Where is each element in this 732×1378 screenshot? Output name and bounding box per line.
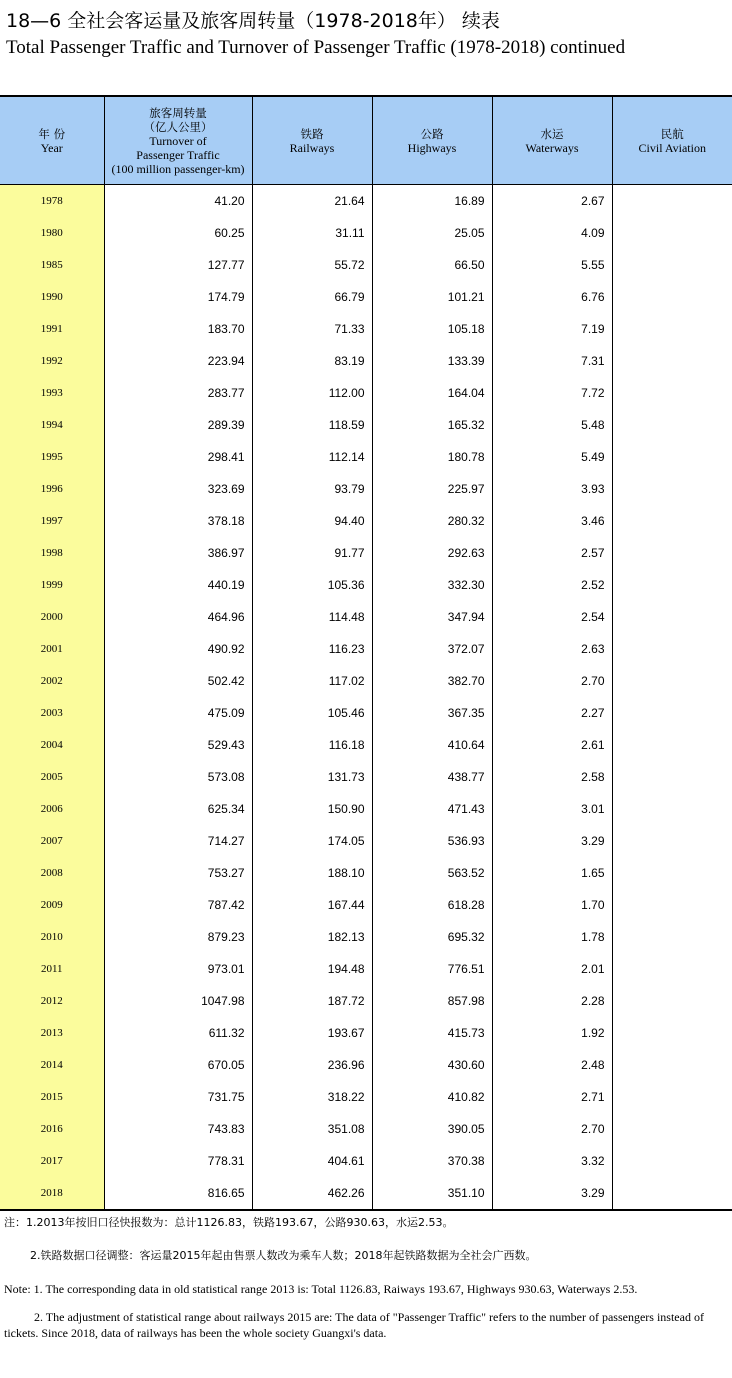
- cell-railways: 187.72: [252, 985, 372, 1017]
- cell-railways: 66.79: [252, 281, 372, 313]
- header-railways-cn: 铁路: [300, 126, 324, 141]
- cell-year: 1985: [0, 249, 104, 281]
- cell-railways: 112.14: [252, 441, 372, 473]
- cell-turnover: 778.31: [104, 1145, 252, 1177]
- cell-civil-aviation: [612, 633, 732, 665]
- page-title-cn: 18—6 全社会客运量及旅客周转量（1978-2018年） 续表: [6, 10, 500, 32]
- cell-railways: 94.40: [252, 505, 372, 537]
- cell-civil-aviation: [612, 249, 732, 281]
- cell-waterways: 2.57: [492, 537, 612, 569]
- table-row: [0, 1177, 732, 1210]
- cell-year: 2013: [0, 1017, 104, 1049]
- table-row: [0, 249, 732, 281]
- table-row: [0, 921, 732, 953]
- cell-highways: 430.60: [372, 1049, 492, 1081]
- cell-highways: 347.94: [372, 601, 492, 633]
- cell-turnover: 879.23: [104, 921, 252, 953]
- table-row: [0, 665, 732, 697]
- header-waterways-cn: 水运: [540, 126, 564, 141]
- cell-waterways: 2.48: [492, 1049, 612, 1081]
- cell-waterways: 3.46: [492, 505, 612, 537]
- cell-waterways: 4.09: [492, 217, 612, 249]
- cell-railways: 174.05: [252, 825, 372, 857]
- cell-waterways: 3.32: [492, 1145, 612, 1177]
- cell-year: 2012: [0, 985, 104, 1017]
- cell-highways: 66.50: [372, 249, 492, 281]
- header-year-cn: 年 份: [38, 126, 66, 141]
- table-body: [0, 185, 732, 1211]
- cell-railways: 167.44: [252, 889, 372, 921]
- cell-civil-aviation: [612, 409, 732, 441]
- cell-highways: 351.10: [372, 1177, 492, 1210]
- cell-turnover: 625.34: [104, 793, 252, 825]
- cell-waterways: 3.93: [492, 473, 612, 505]
- cell-turnover: 743.83: [104, 1113, 252, 1145]
- cell-civil-aviation: [612, 569, 732, 601]
- cell-year: 1990: [0, 281, 104, 313]
- cell-highways: 332.30: [372, 569, 492, 601]
- cell-highways: 415.73: [372, 1017, 492, 1049]
- cell-civil-aviation: [612, 281, 732, 313]
- cell-highways: 280.32: [372, 505, 492, 537]
- header-highways-en: Highways: [407, 140, 457, 155]
- cell-railways: 193.67: [252, 1017, 372, 1049]
- cell-highways: 471.43: [372, 793, 492, 825]
- cell-highways: 101.21: [372, 281, 492, 313]
- table-row: [0, 857, 732, 889]
- cell-turnover: 1047.98: [104, 985, 252, 1017]
- cell-turnover: 490.92: [104, 633, 252, 665]
- cell-civil-aviation: [612, 921, 732, 953]
- header-waterways: [492, 96, 612, 185]
- cell-highways: 164.04: [372, 377, 492, 409]
- cell-waterways: 3.29: [492, 1177, 612, 1210]
- cell-railways: 351.08: [252, 1113, 372, 1145]
- cell-year: 1998: [0, 537, 104, 569]
- note-en-1: Note: 1. The corresponding data in old statistical range 2013 is: Total 1126.83, Raiways 193.67, Highways 930.63, Waterways 2.53.: [4, 1282, 638, 1296]
- header-civil-aviation: [612, 96, 732, 185]
- cell-waterways: 2.70: [492, 1113, 612, 1145]
- cell-turnover: 41.20: [104, 185, 252, 218]
- cell-waterways: 3.29: [492, 825, 612, 857]
- cell-highways: 372.07: [372, 633, 492, 665]
- cell-turnover: 378.18: [104, 505, 252, 537]
- header-turnover-en-2: Passenger Traffic: [136, 147, 220, 162]
- cell-civil-aviation: [612, 345, 732, 377]
- cell-railways: 117.02: [252, 665, 372, 697]
- cell-year: 2000: [0, 601, 104, 633]
- cell-waterways: 2.28: [492, 985, 612, 1017]
- cell-year: 1993: [0, 377, 104, 409]
- cell-railways: 83.19: [252, 345, 372, 377]
- cell-highways: 225.97: [372, 473, 492, 505]
- table-row: [0, 345, 732, 377]
- cell-waterways: 2.54: [492, 601, 612, 633]
- cell-highways: 563.52: [372, 857, 492, 889]
- cell-turnover: 973.01: [104, 953, 252, 985]
- cell-railways: 105.36: [252, 569, 372, 601]
- table-row: [0, 601, 732, 633]
- cell-turnover: 731.75: [104, 1081, 252, 1113]
- cell-waterways: 6.76: [492, 281, 612, 313]
- cell-civil-aviation: [612, 1177, 732, 1210]
- cell-year: 1999: [0, 569, 104, 601]
- cell-civil-aviation: [612, 185, 732, 218]
- header-railways-en: Railways: [289, 140, 335, 155]
- cell-civil-aviation: [612, 697, 732, 729]
- cell-waterways: 2.58: [492, 761, 612, 793]
- cell-turnover: 223.94: [104, 345, 252, 377]
- table-row: [0, 537, 732, 569]
- header-civil-aviation-cn: 民航: [660, 126, 684, 141]
- cell-railways: 93.79: [252, 473, 372, 505]
- cell-highways: 292.63: [372, 537, 492, 569]
- cell-waterways: 7.72: [492, 377, 612, 409]
- table-row: [0, 569, 732, 601]
- cell-railways: 462.26: [252, 1177, 372, 1210]
- cell-civil-aviation: [612, 857, 732, 889]
- cell-civil-aviation: [612, 313, 732, 345]
- cell-highways: 857.98: [372, 985, 492, 1017]
- cell-highways: 370.38: [372, 1145, 492, 1177]
- cell-highways: 165.32: [372, 409, 492, 441]
- table-row: [0, 1049, 732, 1081]
- cell-railways: 31.11: [252, 217, 372, 249]
- cell-turnover: 283.77: [104, 377, 252, 409]
- header-turnover-unit-en: (100 million passenger-km): [111, 161, 245, 176]
- cell-civil-aviation: [612, 537, 732, 569]
- cell-railways: 105.46: [252, 697, 372, 729]
- cell-civil-aviation: [612, 441, 732, 473]
- cell-waterways: 7.31: [492, 345, 612, 377]
- cell-waterways: 2.71: [492, 1081, 612, 1113]
- cell-waterways: 5.49: [492, 441, 612, 473]
- cell-waterways: 5.55: [492, 249, 612, 281]
- cell-civil-aviation: [612, 377, 732, 409]
- cell-highways: 776.51: [372, 953, 492, 985]
- cell-waterways: 2.27: [492, 697, 612, 729]
- table-row: [0, 185, 732, 218]
- cell-year: 1978: [0, 185, 104, 218]
- cell-turnover: 816.65: [104, 1177, 252, 1210]
- cell-turnover: 611.32: [104, 1017, 252, 1049]
- cell-turnover: 753.27: [104, 857, 252, 889]
- cell-railways: 318.22: [252, 1081, 372, 1113]
- cell-year: 1992: [0, 345, 104, 377]
- cell-turnover: 670.05: [104, 1049, 252, 1081]
- header-waterways-en: Waterways: [525, 140, 579, 155]
- cell-waterways: 1.70: [492, 889, 612, 921]
- note-en-2: 2. The adjustment of statistical range about railways 2015 are: The data of "Passenger Traffic" refers to the number of passengers instead of tickets. Since 2018, data of railways has been the whole society Guangxi's data.: [4, 1310, 704, 1340]
- cell-highways: 536.93: [372, 825, 492, 857]
- cell-railways: 194.48: [252, 953, 372, 985]
- cell-year: 2001: [0, 633, 104, 665]
- cell-civil-aviation: [612, 1017, 732, 1049]
- cell-highways: 410.64: [372, 729, 492, 761]
- cell-railways: 404.61: [252, 1145, 372, 1177]
- cell-turnover: 60.25: [104, 217, 252, 249]
- cell-civil-aviation: [612, 473, 732, 505]
- cell-highways: 133.39: [372, 345, 492, 377]
- header-railways: [252, 96, 372, 185]
- table-row: [0, 729, 732, 761]
- cell-waterways: 2.67: [492, 185, 612, 218]
- cell-year: 2015: [0, 1081, 104, 1113]
- header-turnover-unit-cn: （亿人公里）: [143, 119, 213, 134]
- table-row: [0, 505, 732, 537]
- cell-civil-aviation: [612, 985, 732, 1017]
- cell-highways: 382.70: [372, 665, 492, 697]
- cell-year: 1980: [0, 217, 104, 249]
- table-row: [0, 441, 732, 473]
- cell-year: 2006: [0, 793, 104, 825]
- cell-year: 2003: [0, 697, 104, 729]
- cell-civil-aviation: [612, 825, 732, 857]
- cell-year: 2005: [0, 761, 104, 793]
- cell-waterways: 5.48: [492, 409, 612, 441]
- cell-railways: 188.10: [252, 857, 372, 889]
- cell-civil-aviation: [612, 1049, 732, 1081]
- table-row: [0, 697, 732, 729]
- cell-year: 2017: [0, 1145, 104, 1177]
- table-row: [0, 985, 732, 1017]
- cell-highways: 618.28: [372, 889, 492, 921]
- table-row: [0, 633, 732, 665]
- page-title-en: Total Passenger Traffic and Turnover of Passenger Traffic (1978-2018) continued: [6, 37, 626, 58]
- cell-year: 2018: [0, 1177, 104, 1210]
- cell-year: 2002: [0, 665, 104, 697]
- cell-year: 1991: [0, 313, 104, 345]
- cell-turnover: 573.08: [104, 761, 252, 793]
- cell-turnover: 440.19: [104, 569, 252, 601]
- cell-waterways: 1.78: [492, 921, 612, 953]
- cell-civil-aviation: [612, 729, 732, 761]
- cell-railways: 71.33: [252, 313, 372, 345]
- cell-year: 2007: [0, 825, 104, 857]
- cell-railways: 236.96: [252, 1049, 372, 1081]
- header-year-en: Year: [40, 140, 63, 155]
- cell-highways: 438.77: [372, 761, 492, 793]
- cell-railways: 114.48: [252, 601, 372, 633]
- cell-civil-aviation: [612, 1145, 732, 1177]
- cell-year: 1997: [0, 505, 104, 537]
- cell-year: 1994: [0, 409, 104, 441]
- cell-civil-aviation: [612, 889, 732, 921]
- cell-year: 2011: [0, 953, 104, 985]
- header-turnover-cn: 旅客周转量: [149, 105, 207, 120]
- table-row: [0, 1113, 732, 1145]
- table-row: [0, 1145, 732, 1177]
- cell-civil-aviation: [612, 505, 732, 537]
- cell-turnover: 502.42: [104, 665, 252, 697]
- header-highways: [372, 96, 492, 185]
- cell-railways: 150.90: [252, 793, 372, 825]
- cell-railways: 55.72: [252, 249, 372, 281]
- cell-highways: 410.82: [372, 1081, 492, 1113]
- cell-turnover: 475.09: [104, 697, 252, 729]
- header-turnover: [104, 96, 252, 185]
- cell-railways: 118.59: [252, 409, 372, 441]
- cell-railways: 112.00: [252, 377, 372, 409]
- table-row: [0, 409, 732, 441]
- cell-highways: 16.89: [372, 185, 492, 218]
- cell-waterways: 1.92: [492, 1017, 612, 1049]
- cell-waterways: 3.01: [492, 793, 612, 825]
- cell-turnover: 787.42: [104, 889, 252, 921]
- cell-railways: 91.77: [252, 537, 372, 569]
- cell-railways: 116.23: [252, 633, 372, 665]
- cell-civil-aviation: [612, 665, 732, 697]
- table-row: [0, 761, 732, 793]
- header-turnover-en-1: Turnover of: [149, 133, 207, 148]
- cell-highways: 105.18: [372, 313, 492, 345]
- table-row: [0, 313, 732, 345]
- cell-year: 2008: [0, 857, 104, 889]
- cell-waterways: 2.61: [492, 729, 612, 761]
- cell-year: 2016: [0, 1113, 104, 1145]
- cell-year: 2010: [0, 921, 104, 953]
- cell-highways: 367.35: [372, 697, 492, 729]
- note-cn-1: 注：1.2013年按旧口径快报数为：总计1126.83，铁路193.67，公路930.63，水运2.53。: [4, 1216, 454, 1229]
- cell-waterways: 2.01: [492, 953, 612, 985]
- cell-civil-aviation: [612, 1113, 732, 1145]
- cell-year: 2009: [0, 889, 104, 921]
- cell-railways: 131.73: [252, 761, 372, 793]
- cell-highways: 695.32: [372, 921, 492, 953]
- cell-turnover: 323.69: [104, 473, 252, 505]
- cell-civil-aviation: [612, 793, 732, 825]
- cell-civil-aviation: [612, 601, 732, 633]
- table-row: [0, 281, 732, 313]
- cell-turnover: 174.79: [104, 281, 252, 313]
- cell-turnover: 714.27: [104, 825, 252, 857]
- cell-highways: 25.05: [372, 217, 492, 249]
- cell-year: 2004: [0, 729, 104, 761]
- cell-turnover: 529.43: [104, 729, 252, 761]
- table-row: [0, 825, 732, 857]
- cell-waterways: 1.65: [492, 857, 612, 889]
- table-header-row: [0, 96, 732, 185]
- cell-waterways: 2.70: [492, 665, 612, 697]
- cell-turnover: 183.70: [104, 313, 252, 345]
- cell-turnover: 298.41: [104, 441, 252, 473]
- cell-civil-aviation: [612, 761, 732, 793]
- cell-waterways: 2.63: [492, 633, 612, 665]
- note-cn-2: 2.铁路数据口径调整：客运量2015年起由售票人数改为乘车人数；2018年起铁路数据为全社会广西数。: [30, 1249, 537, 1262]
- table-row: [0, 1017, 732, 1049]
- table-row: [0, 1081, 732, 1113]
- cell-year: 1995: [0, 441, 104, 473]
- cell-civil-aviation: [612, 217, 732, 249]
- cell-year: 2014: [0, 1049, 104, 1081]
- cell-turnover: 464.96: [104, 601, 252, 633]
- table-row: [0, 953, 732, 985]
- header-year: [0, 96, 104, 185]
- table-row: [0, 473, 732, 505]
- cell-turnover: 127.77: [104, 249, 252, 281]
- header-civil-aviation-en: Civil Aviation: [638, 140, 706, 155]
- cell-highways: 180.78: [372, 441, 492, 473]
- table-row: [0, 377, 732, 409]
- cell-highways: 390.05: [372, 1113, 492, 1145]
- cell-railways: 21.64: [252, 185, 372, 218]
- table-row: [0, 793, 732, 825]
- cell-civil-aviation: [612, 953, 732, 985]
- cell-turnover: 386.97: [104, 537, 252, 569]
- data-table-container: [0, 95, 732, 1211]
- table-row: [0, 217, 732, 249]
- cell-civil-aviation: [612, 1081, 732, 1113]
- cell-railways: 116.18: [252, 729, 372, 761]
- passenger-turnover-table: [0, 95, 732, 1211]
- cell-railways: 182.13: [252, 921, 372, 953]
- cell-year: 1996: [0, 473, 104, 505]
- header-highways-cn: 公路: [420, 126, 444, 141]
- cell-waterways: 7.19: [492, 313, 612, 345]
- table-row: [0, 889, 732, 921]
- cell-turnover: 289.39: [104, 409, 252, 441]
- cell-waterways: 2.52: [492, 569, 612, 601]
